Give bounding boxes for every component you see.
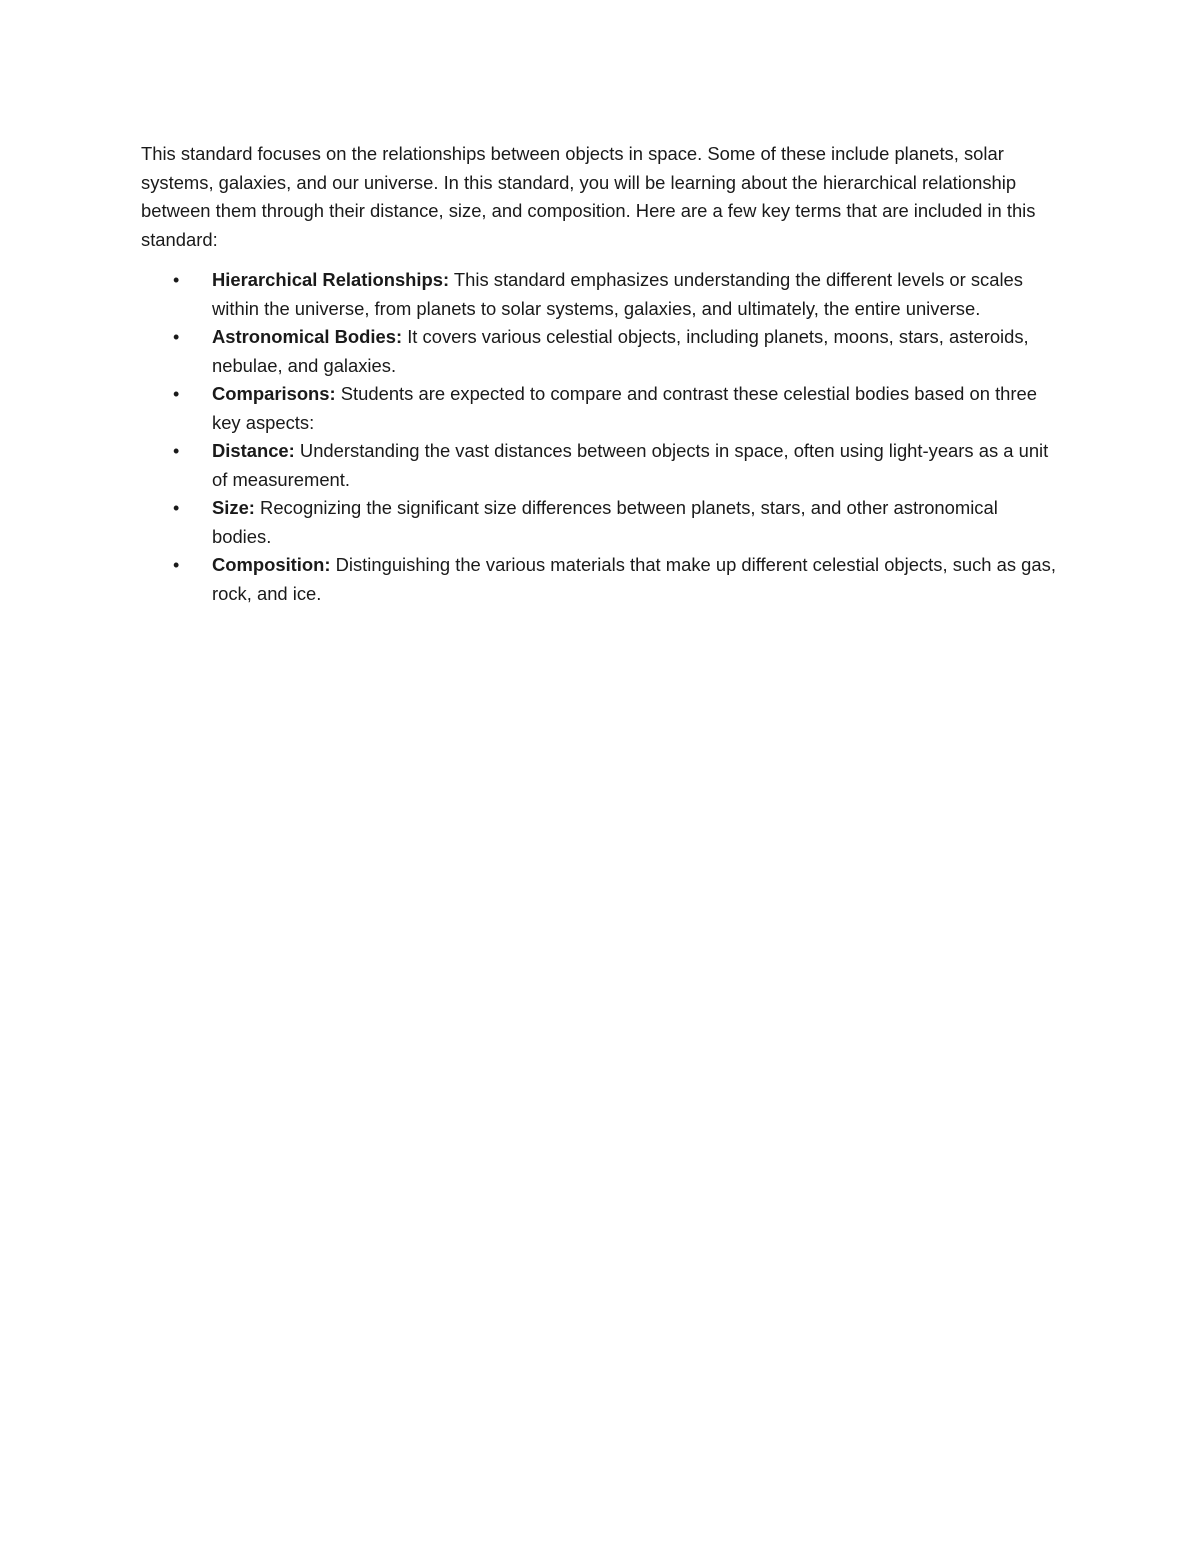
bullet-icon: •	[173, 384, 180, 404]
term-name: Hierarchical Relationships:	[212, 269, 450, 290]
term-description: Distinguishing the various materials that make up different celestial objects, such as gas, rock, and ice.	[212, 554, 1056, 604]
bullet-icon: •	[173, 441, 180, 461]
list-item	[141, 323, 1056, 380]
term-name: Size:	[212, 497, 255, 518]
key-terms-list	[141, 266, 1056, 608]
bullet-icon: •	[173, 327, 180, 347]
term-description: Recognizing the significant size differences between planets, stars, and other astronomical bodies.	[212, 497, 998, 547]
term-name: Composition:	[212, 554, 331, 575]
term-description: Students are expected to compare and contrast these celestial bodies based on three key aspects:	[212, 383, 1037, 433]
term-description: This standard emphasizes understanding the different levels or scales within the universe, from planets to solar systems, galaxies, and ultimately, the entire universe.	[212, 269, 1023, 319]
bullet-icon: •	[173, 555, 180, 575]
term-name: Distance:	[212, 440, 295, 461]
list-item	[141, 437, 1056, 494]
intro-paragraph: This standard focuses on the relationships between objects in space. Some of these include planets, solar systems, galaxies, and our universe. In this standard, you will be learning about the hierarchical relationship between them through their distance, size, and composition. Here are a few key terms that are included in this standard:	[141, 143, 1036, 250]
list-item	[141, 266, 1056, 323]
document-body	[141, 140, 1056, 608]
bullet-icon: •	[173, 498, 180, 518]
list-item	[141, 380, 1056, 437]
term-name: Comparisons:	[212, 383, 336, 404]
bullet-icon: •	[173, 270, 180, 290]
list-item	[141, 494, 1056, 551]
term-name: Astronomical Bodies:	[212, 326, 403, 347]
list-item	[141, 551, 1056, 608]
term-description: It covers various celestial objects, including planets, moons, stars, asteroids, nebulae, and galaxies.	[212, 326, 1029, 376]
term-description: Understanding the vast distances between objects in space, often using light-years as a unit of measurement.	[212, 440, 1049, 490]
